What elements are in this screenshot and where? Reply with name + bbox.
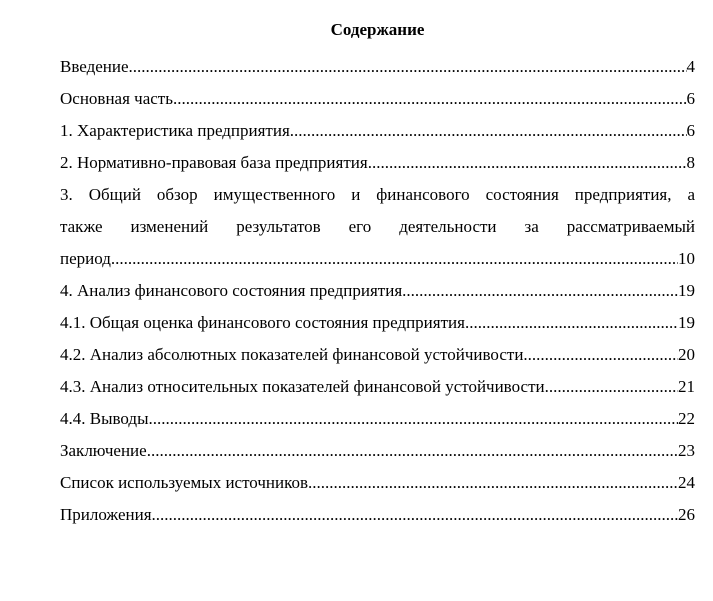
- dot-leader: [111, 243, 678, 275]
- dot-leader: [465, 307, 678, 339]
- toc-entry-label: Введение: [60, 57, 129, 76]
- dot-leader: [149, 403, 678, 435]
- toc-page-number: 20: [678, 345, 695, 364]
- toc-entry: [60, 499, 695, 531]
- dot-leader: [290, 115, 687, 147]
- toc-entry-label: 1. Характеристика предприятия: [60, 121, 290, 140]
- table-of-contents: [60, 51, 695, 531]
- toc-entry-label: 2. Нормативно-правовая база предприятия: [60, 153, 368, 172]
- dot-leader: [402, 275, 678, 307]
- toc-page-number: 4: [686, 57, 695, 76]
- toc-page-number: 23: [678, 441, 695, 460]
- toc-entry-label: 4.4. Выводы: [60, 409, 149, 428]
- toc-page-number: 6: [686, 121, 695, 140]
- toc-entry: [60, 115, 695, 147]
- toc-page-number: 19: [678, 281, 695, 300]
- dot-leader: [173, 83, 687, 115]
- toc-entry-label: 4. Анализ финансового состояния предприятия: [60, 281, 403, 300]
- toc-entry: [60, 147, 695, 179]
- toc-entry-label: 4.2. Анализ абсолютных показателей финансовой устойчивости: [60, 345, 524, 364]
- toc-entry-label: Приложения: [60, 505, 152, 524]
- toc-entry-label: Список используемых источников: [60, 473, 309, 492]
- toc-page-number: 8: [686, 153, 695, 172]
- toc-page-number: 19: [678, 313, 695, 332]
- toc-entry: [60, 51, 695, 83]
- toc-entry: [60, 339, 695, 371]
- toc-entry: [60, 403, 695, 435]
- dot-leader: [147, 435, 678, 467]
- toc-entry: [60, 467, 695, 499]
- dot-leader: [368, 147, 687, 179]
- toc-entry: [60, 307, 695, 339]
- toc-page-number: 21: [678, 377, 695, 396]
- toc-entry-label-line: также изменений результатов его деятельности за рассматриваемый: [60, 217, 695, 236]
- dot-leader: [129, 51, 687, 83]
- toc-entry-label: Заключение: [60, 441, 147, 460]
- toc-page-number: 24: [678, 473, 695, 492]
- toc-entry-label: Основная часть: [60, 89, 173, 108]
- toc-entry: [60, 275, 695, 307]
- toc-entry-multiline: [60, 179, 695, 275]
- toc-entry-label-line: период: [60, 249, 111, 268]
- toc-page-number: 22: [678, 409, 695, 428]
- toc-entry: [60, 83, 695, 115]
- dot-leader: [523, 339, 678, 371]
- dot-leader: [545, 371, 678, 403]
- toc-entry-label-line: 3. Общий обзор имущественного и финансового состояния предприятия, а: [60, 185, 695, 204]
- toc-entry: [60, 435, 695, 467]
- toc-entry-label: 4.1. Общая оценка финансового состояния предприятия: [60, 313, 465, 332]
- toc-entry-label: 4.3. Анализ относительных показателей финансовой устойчивости: [60, 377, 545, 396]
- toc-page-number: 10: [678, 249, 695, 268]
- toc-page-number: 26: [678, 505, 695, 524]
- toc-entry: [60, 371, 695, 403]
- dot-leader: [152, 499, 678, 531]
- page-title: Содержание: [330, 20, 425, 39]
- dot-leader: [308, 467, 678, 499]
- toc-page-number: 6: [686, 89, 695, 108]
